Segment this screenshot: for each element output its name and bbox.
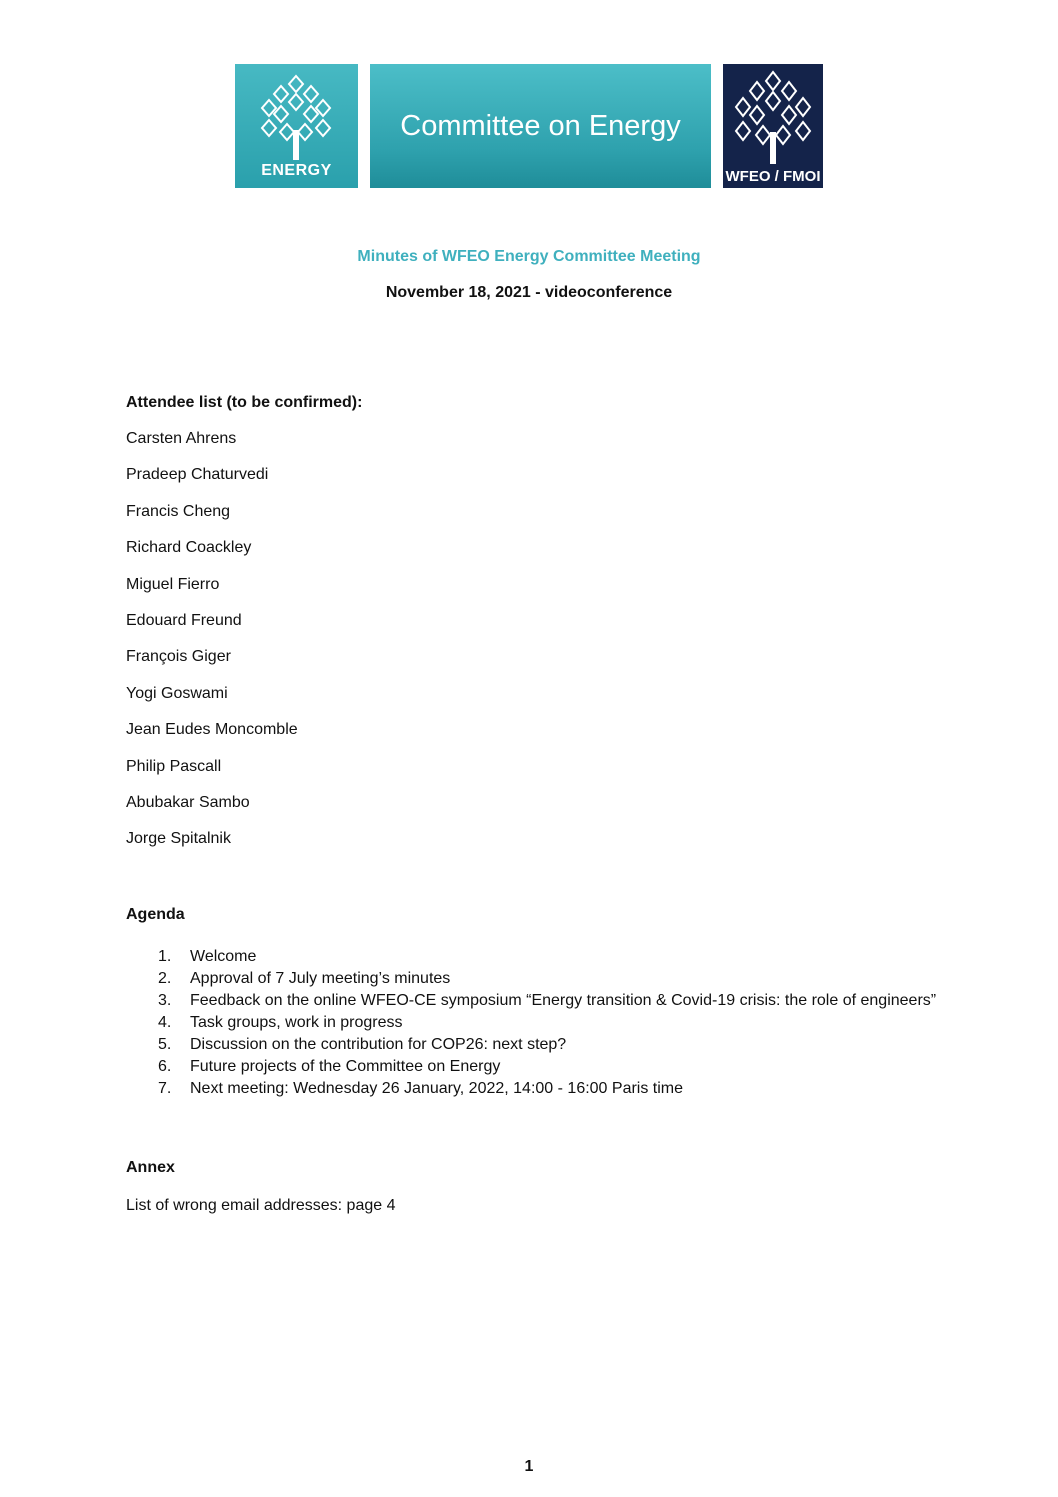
list-item: Philip Pascall xyxy=(126,757,222,775)
agenda-number: 6. xyxy=(158,1058,172,1075)
list-item: Carsten Ahrens xyxy=(126,430,237,447)
agenda-item xyxy=(158,946,958,968)
agenda-item xyxy=(158,1034,958,1056)
document-title: Minutes of WFEO Energy Committee Meeting xyxy=(357,248,701,265)
agenda-item xyxy=(158,968,958,990)
document-subtitle: November 18, 2021 - videoconference xyxy=(385,284,673,301)
agenda-list xyxy=(158,946,958,1100)
agenda-item xyxy=(158,1078,958,1100)
agenda-number: 2. xyxy=(158,970,172,987)
page-number: 1 xyxy=(524,1458,534,1475)
list-item: Edouard Freund xyxy=(126,611,242,629)
tree-icon xyxy=(259,72,334,160)
agenda-number: 5. xyxy=(158,1036,172,1053)
tree-icon xyxy=(731,68,815,166)
agenda-text: Feedback on the online WFEO-CE symposium “Energy transition & Covid-19 crisis: the role of engineers” xyxy=(190,992,937,1009)
list-item: Abubakar Sambo xyxy=(126,793,250,811)
agenda-heading: Agenda xyxy=(126,906,185,923)
list-item: Pradeep Chaturvedi xyxy=(126,466,269,484)
agenda-text: Task groups, work in progress xyxy=(190,1014,403,1031)
energy-logo-label: ENERGY xyxy=(261,162,332,179)
agenda-number: 7. xyxy=(158,1080,172,1097)
attendee-heading: Attendee list (to be confirmed): xyxy=(126,394,363,411)
annex-heading: Annex xyxy=(126,1159,175,1176)
banner-title: Committee on Energy xyxy=(400,109,681,142)
list-item: François Giger xyxy=(126,648,231,666)
wfeo-logo-label: WFEO / FMOI xyxy=(725,168,821,185)
attendee-list xyxy=(126,429,298,866)
agenda-item xyxy=(158,990,958,1012)
agenda-item xyxy=(158,1012,958,1034)
list-item: Richard Coackley xyxy=(126,539,252,557)
wfeo-logo xyxy=(723,64,823,188)
agenda-text: Future projects of the Committee on Energy xyxy=(190,1058,501,1075)
agenda-number: 4. xyxy=(158,1014,172,1031)
list-item: Francis Cheng xyxy=(126,502,231,520)
agenda-text: Welcome xyxy=(190,948,257,965)
list-item: Jean Eudes Moncomble xyxy=(126,721,298,739)
agenda-text: Approval of 7 July meeting’s minutes xyxy=(190,970,451,987)
agenda-item xyxy=(158,1056,958,1078)
agenda-text: Next meeting: Wednesday 26 January, 2022, 14:00 - 16:00 Paris time xyxy=(190,1080,684,1097)
agenda-number: 3. xyxy=(158,992,172,1009)
list-item: Jorge Spitalnik xyxy=(126,830,231,848)
committee-banner xyxy=(370,64,711,188)
agenda-text: Discussion on the contribution for COP26: next step? xyxy=(190,1036,567,1053)
list-item: Yogi Goswami xyxy=(126,684,228,702)
list-item: Miguel Fierro xyxy=(126,575,220,593)
energy-logo xyxy=(235,64,358,188)
agenda-number: 1. xyxy=(158,948,172,965)
annex-text: List of wrong email addresses: page 4 xyxy=(126,1197,396,1214)
